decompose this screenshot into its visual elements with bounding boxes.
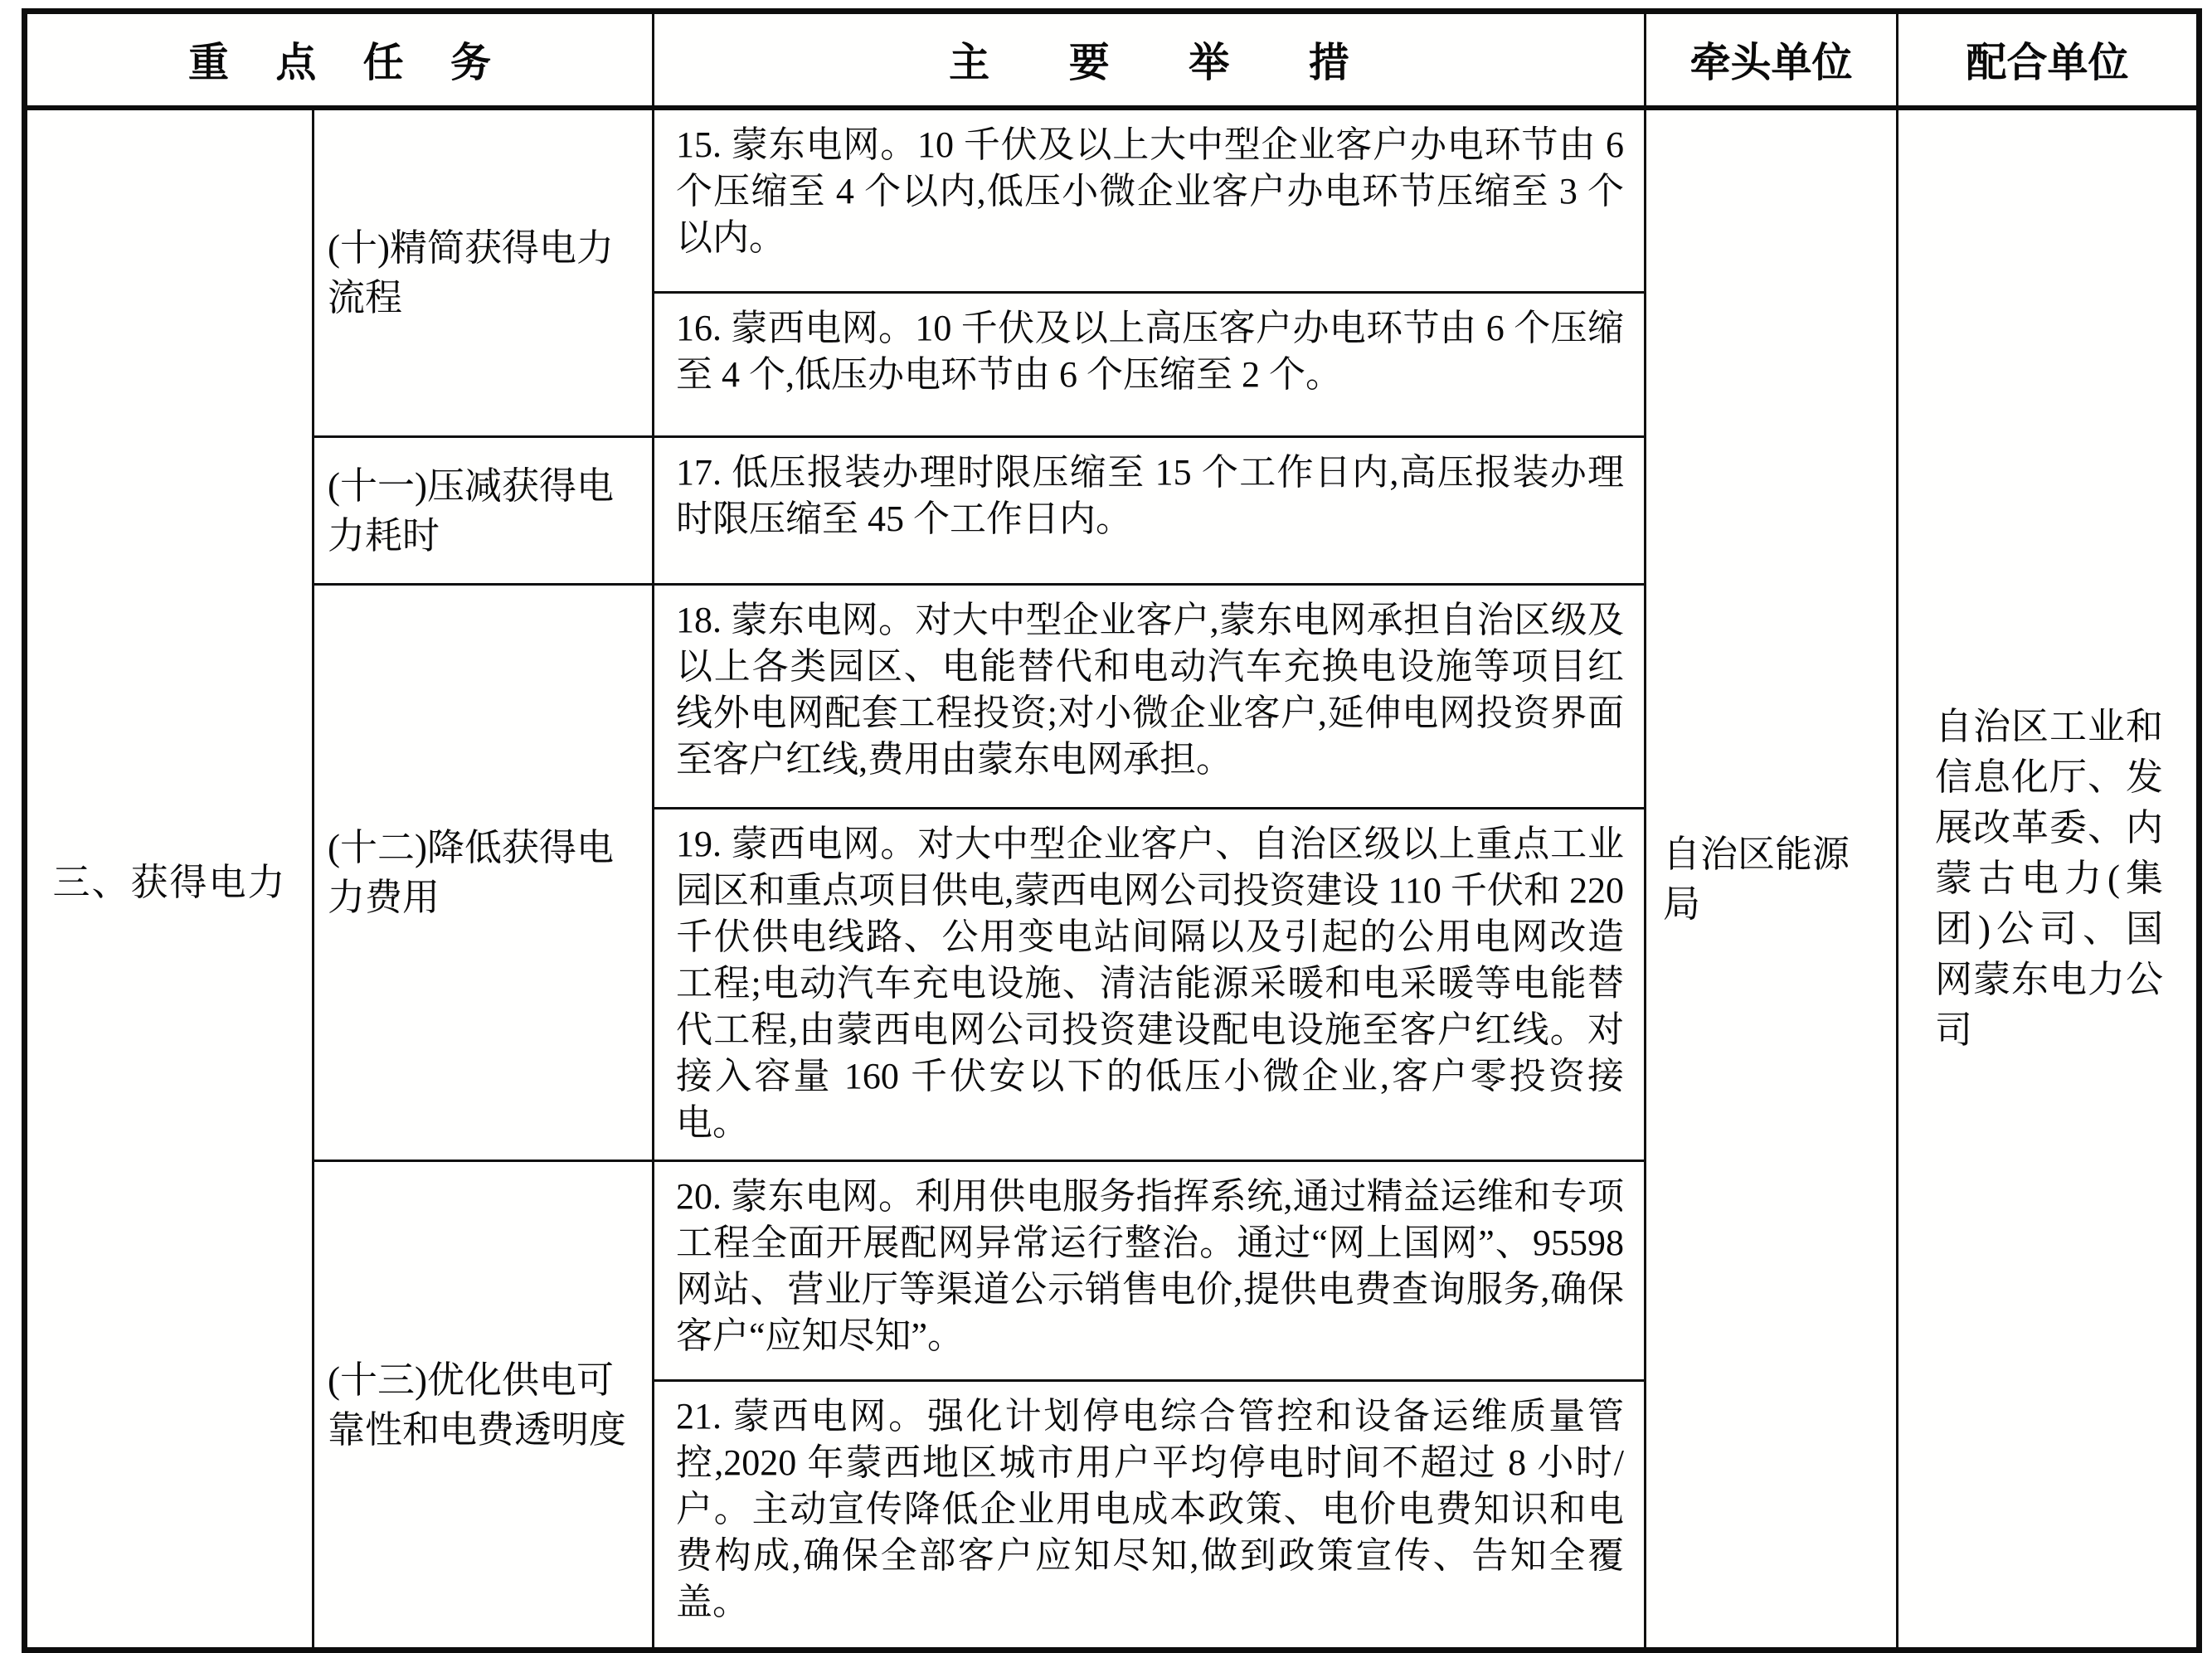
measure-18: 18. 蒙东电网。对大中型企业客户,蒙东电网承担自治区级及以上各类园区、电能替代和电动汽车充换电设施等项目红线外电网配套工程投资;对小微企业客户,延伸电网投资界面至客户红线,费用由蒙东电网承担。 (654, 585, 1646, 809)
header-key-tasks (25, 12, 654, 109)
task-measure-table (22, 8, 2202, 1653)
header-support-unit-label: 配合单位 (1966, 40, 2129, 85)
table-row (25, 108, 2200, 293)
lead-unit-cell: 自治区能源局 (1646, 108, 1898, 1651)
measure-16: 16. 蒙西电网。10 千伏及以上高压客户办电环节由 6 个压缩至 4 个,低压办电环节由 6 个压缩至 2 个。 (654, 293, 1646, 437)
task-label-11: (十一)压减获得电力耗时 (314, 437, 654, 585)
measure-17: 17. 低压报装办理时限压缩至 15 个工作日内,高压报装办理时限压缩至 45 个工作日内。 (654, 437, 1646, 585)
support-unit-cell: 自治区工业和信息化厅、发展改革委、内蒙古电力(集团)公司、国网蒙东电力公司 (1898, 108, 2200, 1651)
header-main-measures-label: 主要举措 (949, 40, 1429, 85)
task-label-13: (十三)优化供电可靠性和电费透明度 (314, 1161, 654, 1651)
measure-20: 20. 蒙东电网。利用供电服务指挥系统,通过精益运维和专项工程全面开展配网异常运行整治。通过“网上国网”、95598 网站、营业厅等渠道公示销售电价,提供电费查询服务,确保客户“应知尽知”。 (654, 1161, 1646, 1381)
task-label-10: (十)精简获得电力流程 (314, 108, 654, 437)
measure-19: 19. 蒙西电网。对大中型企业客户、自治区级以上重点工业园区和重点项目供电,蒙西电网公司投资建设 110 千伏和 220 千伏供电线路、公用变电站间隔以及引起的公用电网改造工程;电动汽车充电设施、清洁能源采暖和电采暖等电能替代工程,由蒙西电网公司投资建设配电设施至客户红线。对接入容量 160 千伏安以下的低压小微企业,客户零投资接电。 (654, 809, 1646, 1161)
header-support-unit (1898, 12, 2200, 109)
header-main-measures (654, 12, 1646, 109)
header-lead-unit (1646, 12, 1898, 109)
header-lead-unit-label: 牵头单位 (1689, 40, 1853, 85)
task-label-12: (十二)降低获得电力费用 (314, 585, 654, 1161)
header-row (25, 12, 2200, 109)
category-cell: 三、获得电力 (25, 108, 314, 1651)
measure-21: 21. 蒙西电网。强化计划停电综合管控和设备运维质量管控,2020 年蒙西地区城市用户平均停电时间不超过 8 小时/户。主动宣传降低企业用电成本政策、电价电费知识和电费构成,确保全部客户应知尽知,做到政策宣传、告知全覆盖。 (654, 1381, 1646, 1651)
header-key-tasks-label: 重点任务 (187, 40, 538, 85)
measure-15: 15. 蒙东电网。10 千伏及以上大中型企业客户办电环节由 6 个压缩至 4 个以内,低压小微企业客户办电环节压缩至 3 个以内。 (654, 108, 1646, 293)
